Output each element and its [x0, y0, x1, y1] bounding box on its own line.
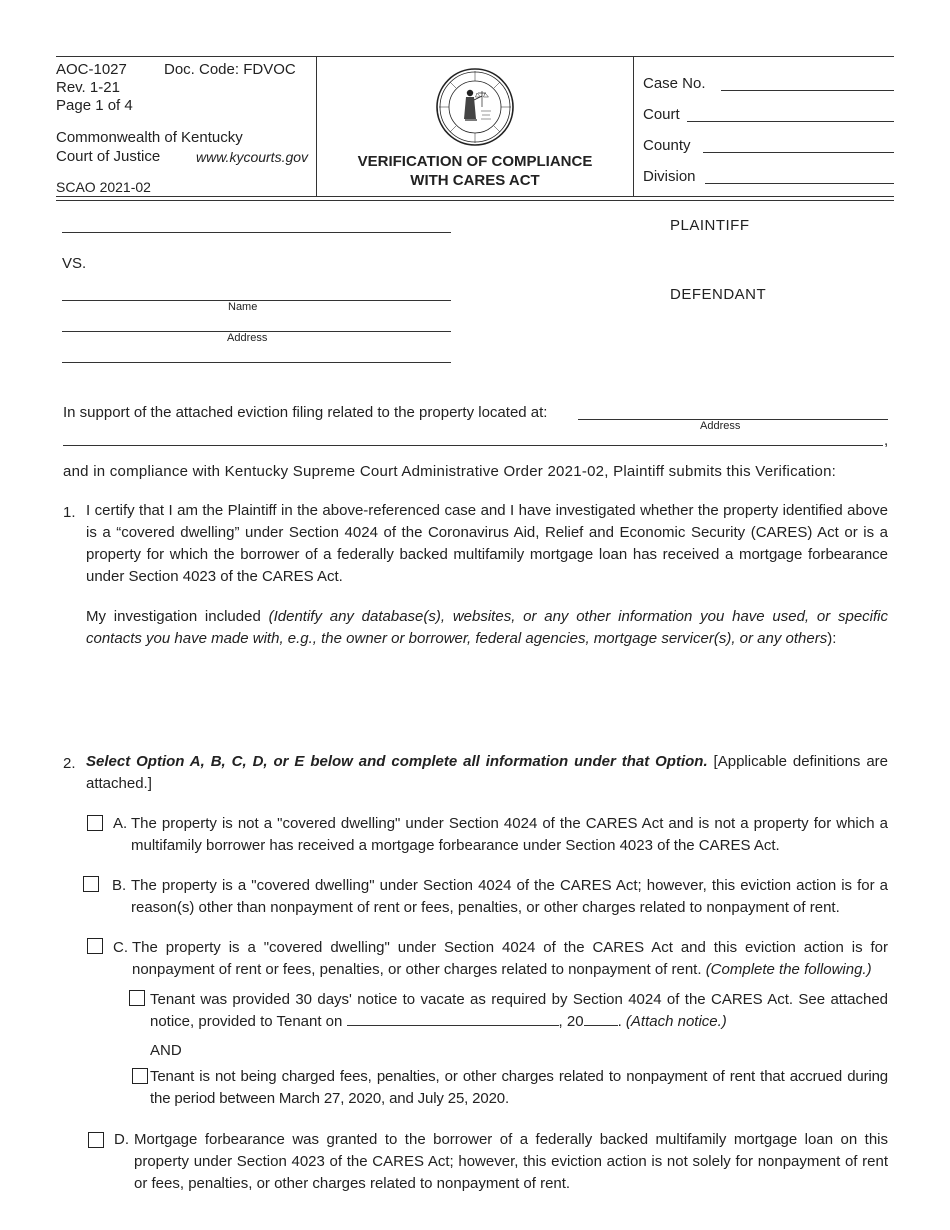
defendant-label: DEFENDANT [670, 286, 767, 303]
option-a-text: The property is not a "covered dwelling" under Section 4024 of the CARES Act and is not a property for which a multifamily borrower has received a mortgage forbearance under Section 4023 of the CARES Act. [131, 815, 888, 854]
attach-notice-italic: (Attach notice.) [625, 1013, 727, 1030]
doc-code: Doc. Code: FDVOC [164, 61, 296, 78]
revision: Rev. 1-21 [56, 79, 120, 96]
option-c-fees-text: Tenant is not being charged fees, penalties, or other charges related to nonpayment of rent that accrued during the period between March 27, 2020, and July 25, 2020. [150, 1068, 888, 1107]
form-title-line2: WITH CARES ACT [410, 172, 540, 189]
notice-year-field[interactable] [584, 1011, 618, 1026]
property-address-line-2[interactable] [63, 445, 883, 446]
scao-order: SCAO 2021-02 [56, 179, 151, 195]
item2-instruction [86, 751, 888, 795]
plaintiff-name-line[interactable] [62, 232, 451, 233]
option-c [113, 937, 888, 981]
court-label: Court [643, 106, 680, 123]
option-c-checkbox[interactable] [87, 938, 103, 954]
court-field[interactable] [643, 105, 895, 124]
court-seal-icon [435, 67, 515, 147]
option-c-fees-checkbox[interactable] [132, 1068, 148, 1084]
option-d-text: Mortgage forbearance was granted to the borrower of a federally backed multifamily mortgage loan on this property under Section 4023 of the CARES Act; however, this eviction action is not solely for nonpayment of rent or fees, penalties, or other charges related to nonpayment of rent. [134, 1131, 888, 1192]
option-b-text: The property is a "covered dwelling" under Section 4024 of the CARES Act; however, this eviction action is for a reason(s) other than nonpayment of rent or fees, penalties, or other charges related to nonpayment of rent. [131, 877, 888, 916]
form-number: AOC-1027 [56, 61, 127, 78]
option-a [113, 813, 888, 857]
option-a-letter: A. [113, 815, 128, 832]
item2-instruction-rest: [Applicable definitions are attached.] [86, 753, 889, 792]
county-label: County [643, 137, 691, 154]
plaintiff-label: PLAINTIFF [670, 217, 750, 234]
property-comma: , [884, 432, 889, 449]
investigation-suffix: ): [827, 630, 837, 647]
and-label: AND [150, 1042, 182, 1059]
defendant-name-caption: Name [228, 301, 258, 313]
property-intro: In support of the attached eviction filing related to the property located at: [63, 404, 548, 421]
option-d-checkbox[interactable] [88, 1132, 104, 1148]
item1-investigation [86, 606, 888, 650]
notice-end: . [617, 1013, 626, 1030]
option-c-notice [150, 989, 888, 1033]
header-bottom-rule [56, 196, 894, 197]
division-label: Division [643, 168, 696, 185]
defendant-address-caption: Address [227, 332, 268, 344]
header-bottom-rule-2 [56, 200, 894, 201]
state-name: Commonwealth of Kentucky [56, 129, 243, 146]
option-c-text: The property is a "covered dwelling" under Section 4024 of the CARES Act and this eviction action is for nonpayment of rent or fees, penalties, or other charges related to nonpayment of rent. [132, 939, 888, 978]
property-address-caption: Address [700, 420, 741, 432]
option-c-letter: C. [113, 939, 128, 956]
notice-year-prefix: , 20 [558, 1013, 584, 1030]
investigation-prefix: My investigation included [86, 608, 269, 625]
option-c-notice-text: Tenant was provided 30 days' notice to vacate as required by Section 4024 of the CARES Act. See attached notice, provided to Tenant on [150, 991, 888, 1030]
option-d [114, 1129, 888, 1195]
court-of-justice: Court of Justice [56, 148, 161, 165]
compliance-statement: and in compliance with Kentucky Supreme Court Administrative Order 2021-02, Plaintiff submits this Verification: [63, 463, 837, 480]
defendant-address-line-2[interactable] [62, 362, 451, 363]
item1-number: 1. [63, 504, 76, 521]
court-website: www.kycourts.gov [196, 149, 309, 165]
investigation-instructions: (Identify any database(s), websites, or any other information you have used, or specific contacts you have made with, e.g., the owner or borrower, federal agencies, mortgage servicer(s), or any others [86, 608, 888, 647]
option-a-checkbox[interactable] [87, 815, 103, 831]
division-field[interactable] [643, 167, 895, 186]
case-number-label: Case No. [643, 75, 706, 92]
notice-date-field[interactable] [347, 1011, 559, 1026]
option-d-letter: D. [114, 1131, 129, 1148]
option-c-italic: (Complete the following.) [705, 961, 872, 978]
option-c-notice-checkbox[interactable] [129, 990, 145, 1006]
option-c-fees [150, 1066, 888, 1110]
page-number: Page 1 of 4 [56, 97, 133, 114]
vs-label: VS. [62, 255, 87, 272]
item1-text: I certify that I am the Plaintiff in the above-referenced case and I have investigated whether the property identified above is a “covered dwelling” under Section 4024 of the Coronavirus Aid, Relief and Economic Security (CARES) Act or is a property for which the borrower of a federally backed multifamily mortgage loan has received a mortgage forbearance under Section 4023 of the CARES Act. [86, 502, 888, 585]
header-top-rule [56, 56, 894, 57]
item2-number: 2. [63, 755, 76, 772]
form-title-line1: VERIFICATION OF COMPLIANCE [357, 153, 593, 170]
case-number-field[interactable] [643, 74, 895, 93]
option-b [112, 875, 888, 919]
item2-instruction-bold: Select Option A, B, C, D, or E below and complete all information under that Option. [86, 753, 708, 770]
option-b-letter: B. [112, 877, 127, 894]
county-field[interactable] [643, 136, 895, 155]
header-divider-right [633, 56, 634, 196]
option-b-checkbox[interactable] [83, 876, 99, 892]
